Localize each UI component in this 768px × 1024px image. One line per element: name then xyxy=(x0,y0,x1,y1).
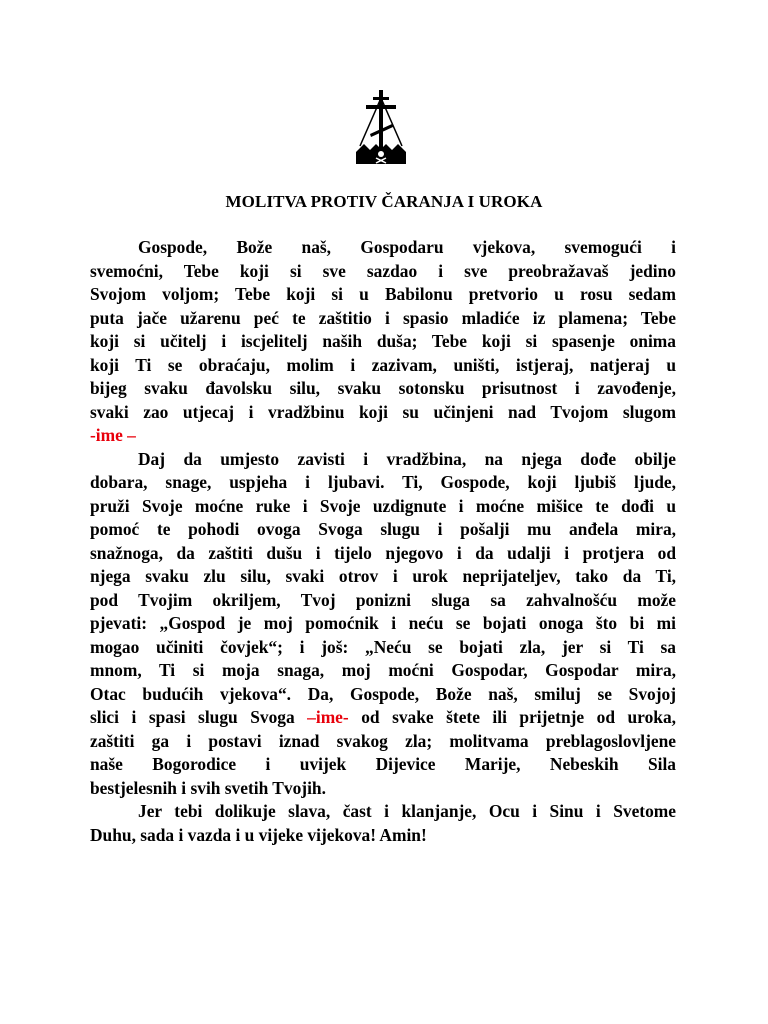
paragraph-line: dobara, snage, uspjeha i ljubavi. Ti, Gospode, koji ljubiš ljude, xyxy=(90,472,676,492)
paragraph-line: zaštiti ga i postavi iznad svakog zla; molitvama preblagoslovljene xyxy=(90,730,676,751)
paragraph-line: mogao učiniti čovjek“; i još: „Neću se bojati zla, jer si Ti sa xyxy=(90,636,676,657)
name-line-after: od svake štete ili prijetnje od uroka, xyxy=(348,707,676,727)
paragraph-line: snažnoga, da zaštiti dušu i tijelo njegovo i da udalji i protjera od xyxy=(90,542,676,563)
name-placeholder: -ime – xyxy=(90,425,136,445)
paragraph-line: puta jače užarenu peć te zaštitio i spasio mladiće iz plamena; Tebe xyxy=(90,307,676,328)
name-placeholder: –ime- xyxy=(307,707,349,727)
paragraph-line: Jer tebi dolikuje slava, čast i klanjanje, Ocu i Sinu i Svetome xyxy=(138,801,676,821)
paragraph-line: Daj da umjesto zavisti i vradžbina, na njega dođe obilje xyxy=(138,448,676,469)
paragraph-line: Duhu, sada i vazda i u vijeke vijekova! Amin! xyxy=(90,824,427,845)
paragraph-line: pod Tvojim okriljem, Tvoj ponizni sluga sa zahvalnošću može xyxy=(90,589,676,610)
paragraph-line: bijeg svaku đavolsku silu, svaku sotonsku prisutnost i zavođenje, xyxy=(90,378,676,398)
paragraph-line: pomoć te pohodi ovoga Svoga slugu i pošalji mu anđela mira, xyxy=(90,519,676,539)
paragraph-line: pjevati: „Gospod je moj pomoćnik i neću se bojati onoga što bi mi xyxy=(90,613,676,633)
paragraph-line: pruži Svoje moćne ruke i Svoje uzdignute i moćne mišice te dođi u xyxy=(90,495,676,516)
document-title: MOLITVA PROTIV ČARANJA I UROKA xyxy=(225,192,543,211)
paragraph-line: naše Bogorodice i uvijek Dijevice Marije, Nebeskih Sila xyxy=(90,754,676,774)
paragraph-line: Otac budućih vjekova“. Da, Gospode, Bože naš, smiluj se Svojoj xyxy=(90,683,676,704)
paragraph-line: Gospode, Bože naš, Gospodaru vjekova, svemogući i xyxy=(138,237,676,257)
paragraph-line: bestjelesnih i svih svetih Tvojih. xyxy=(90,777,326,798)
paragraph-line xyxy=(90,424,676,448)
prayer-body xyxy=(90,236,676,847)
paragraph-line: koji si učitelj i iscjelitelj naših duša; Tebe koji si spasenje onima xyxy=(90,331,676,351)
name-line-before: slici i spasi slugu Svoga xyxy=(90,707,308,727)
orthodox-cross-icon xyxy=(356,88,406,168)
paragraph-line xyxy=(90,706,676,730)
paragraph-line: koji Ti se obraćaju, molim i zazivam, uništi, istjeraj, natjeraj u xyxy=(90,354,676,375)
paragraph-line: svemoćni, Tebe koji si sve sazdao i sve preobražavaš jedino xyxy=(90,260,676,281)
paragraph-line: svaki zao utjecaj i vradžbinu koji su učinjeni nad Tvojom slugom xyxy=(90,401,676,422)
paragraph-line: mnom, Ti si moja snaga, moj moćni Gospodar, Gospodar mira, xyxy=(90,660,676,680)
paragraph-line: Svojom voljom; Tebe koji si u Babilonu pretvorio u rosu sedam xyxy=(90,284,676,304)
paragraph-line: njega svaku zlu silu, svaki otrov i urok neprijateljev, tako da Ti, xyxy=(90,566,676,586)
